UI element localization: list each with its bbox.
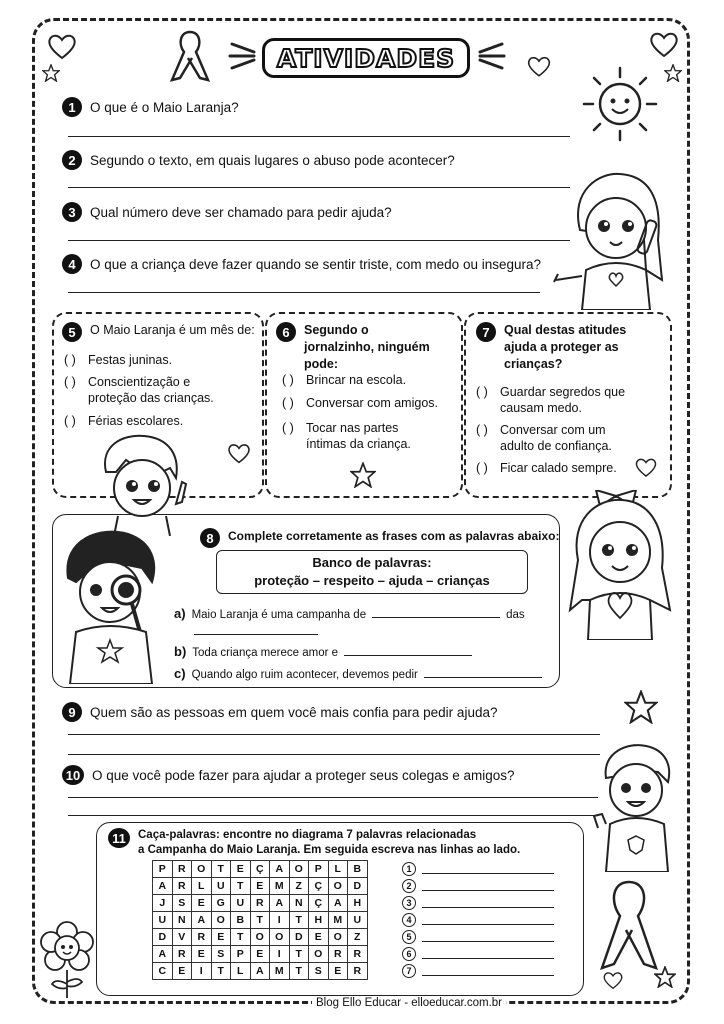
option-checkbox[interactable]: ( ): [64, 375, 76, 389]
option[interactable]: [282, 420, 452, 452]
option-checkbox[interactable]: ( ): [282, 373, 294, 387]
grid-cell[interactable]: I: [270, 946, 290, 963]
answer-line[interactable]: [68, 734, 600, 735]
grid-cell[interactable]: A: [270, 895, 290, 912]
grid-cell[interactable]: O: [309, 946, 329, 963]
question-4: [62, 254, 541, 274]
option-label: Conversar com amigos.: [306, 396, 438, 410]
word-bank-words: proteção – respeito – ajuda – crianças: [254, 573, 490, 588]
grid-cell[interactable]: Z: [289, 878, 309, 895]
question-number-badge: 9: [62, 702, 82, 722]
question-text: O que você pode fazer para ajudar a proteger seus colegas e amigos?: [92, 767, 515, 783]
blank-line[interactable]: [194, 624, 318, 635]
grid-cell[interactable]: B: [348, 861, 368, 878]
answer-line[interactable]: [68, 797, 598, 798]
grid-cell[interactable]: P: [231, 946, 251, 963]
grid-cell[interactable]: T: [231, 878, 251, 895]
boy-thumbs-up-illustration: [592, 742, 678, 872]
grid-cell[interactable]: R: [348, 946, 368, 963]
question-3: [62, 202, 392, 222]
grid-cell[interactable]: E: [231, 861, 251, 878]
question-11-header: [108, 828, 568, 858]
question-number-badge: 8: [200, 528, 220, 548]
grid-cell[interactable]: T: [211, 861, 231, 878]
option-checkbox[interactable]: ( ): [64, 353, 76, 367]
grid-cell[interactable]: M: [328, 912, 348, 929]
boy-waving-illustration: [92, 432, 196, 536]
option-label: Ficar calado sempre.: [500, 461, 617, 475]
question-text: Qual destas atitudes ajuda a proteger as crianças?: [504, 323, 627, 371]
word-search-grid[interactable]: [152, 860, 368, 980]
question-number-badge: 6: [276, 322, 296, 342]
sparkle-lines-right-icon: [476, 38, 506, 74]
sentence-a: [174, 606, 525, 621]
grid-cell[interactable]: S: [211, 946, 231, 963]
footer-credit: Blog Ello Educar - elloeducar.com.br: [312, 997, 506, 1009]
answer-number: 4: [402, 913, 416, 927]
grid-cell[interactable]: O: [250, 929, 270, 946]
grid-cell[interactable]: R: [172, 946, 192, 963]
answer-line[interactable]: [68, 136, 570, 137]
grid-cell[interactable]: N: [289, 895, 309, 912]
answer-line[interactable]: [422, 924, 554, 925]
smiling-sun-icon: [580, 64, 660, 144]
grid-cell[interactable]: J: [153, 895, 173, 912]
grid-cell[interactable]: A: [328, 895, 348, 912]
option-label: Brincar na escola.: [306, 373, 407, 387]
grid-cell[interactable]: V: [172, 929, 192, 946]
question-5-header: [62, 322, 262, 342]
grid-cell[interactable]: R: [348, 963, 368, 980]
grid-cell[interactable]: E: [309, 929, 329, 946]
blank-line[interactable]: [372, 607, 500, 618]
answer-line[interactable]: [422, 975, 554, 976]
question-text: O que é o Maio Laranja?: [90, 99, 239, 115]
grid-cell[interactable]: U: [231, 895, 251, 912]
grid-cell[interactable]: H: [348, 895, 368, 912]
grid-cell[interactable]: T: [211, 963, 231, 980]
grid-cell[interactable]: L: [328, 861, 348, 878]
sparkle-lines-left-icon: [228, 38, 258, 74]
grid-cell[interactable]: U: [348, 912, 368, 929]
grid-cell[interactable]: E: [211, 929, 231, 946]
grid-cell[interactable]: R: [192, 929, 212, 946]
grid-cell[interactable]: C: [153, 963, 173, 980]
grid-cell[interactable]: A: [153, 878, 173, 895]
answer-number: 7: [402, 964, 416, 978]
grid-cell[interactable]: E: [250, 946, 270, 963]
grid-cell[interactable]: L: [231, 963, 251, 980]
question-2: [62, 150, 455, 170]
grid-cell[interactable]: T: [289, 963, 309, 980]
answer-row[interactable]: [402, 862, 554, 876]
question-text: O que a criança deve fazer quando se sentir triste, com medo ou insegura?: [90, 256, 542, 272]
blank-line[interactable]: [424, 667, 542, 678]
grid-cell[interactable]: O: [328, 929, 348, 946]
grid-cell[interactable]: Ç: [309, 895, 329, 912]
question-text: Segundo o jornalzinho, ninguém pode:: [304, 323, 430, 371]
option-checkbox[interactable]: ( ): [282, 396, 294, 410]
awareness-ribbon-icon: [166, 28, 214, 84]
sentence-letter: a): [174, 606, 186, 621]
option-checkbox[interactable]: ( ): [476, 385, 488, 399]
answer-line[interactable]: [68, 292, 540, 293]
answer-line[interactable]: [68, 815, 598, 816]
boy-with-magnifier-illustration: [62, 528, 162, 684]
grid-cell[interactable]: R: [250, 895, 270, 912]
word-bank: [216, 550, 528, 594]
grid-cell[interactable]: R: [172, 878, 192, 895]
answer-number: 2: [402, 879, 416, 893]
answer-row[interactable]: [402, 930, 554, 944]
grid-cell[interactable]: O: [328, 878, 348, 895]
question-8-header: [200, 528, 560, 548]
option[interactable]: [476, 422, 666, 454]
option-label: Conversar com um adulto de confiança.: [500, 423, 612, 453]
question-text: Complete corretamente as frases com as palavras abaixo:: [228, 529, 560, 543]
grid-cell[interactable]: T: [289, 912, 309, 929]
answer-line[interactable]: [68, 187, 570, 188]
grid-cell[interactable]: O: [192, 861, 212, 878]
grid-cell[interactable]: Ç: [309, 878, 329, 895]
grid-cell[interactable]: A: [250, 963, 270, 980]
question-6-header: [276, 322, 456, 373]
question-text: Qual número deve ser chamado para pedir ajuda?: [90, 204, 392, 220]
option-label: Festas juninas.: [88, 353, 173, 367]
option-label: Conscientização e proteção das crianças.: [88, 375, 214, 405]
grid-cell[interactable]: E: [328, 963, 348, 980]
option-checkbox[interactable]: ( ): [64, 414, 76, 428]
sentence-letter: b): [174, 644, 187, 659]
answer-number: 5: [402, 930, 416, 944]
question-number-badge: 7: [476, 322, 496, 342]
grid-cell[interactable]: D: [289, 929, 309, 946]
grid-cell[interactable]: O: [289, 861, 309, 878]
grid-cell[interactable]: A: [153, 946, 173, 963]
grid-cell[interactable]: O: [270, 929, 290, 946]
word-bank-title: Banco de palavras:: [312, 555, 432, 570]
answer-line[interactable]: [422, 890, 554, 891]
answer-number: 3: [402, 896, 416, 910]
grid-cell[interactable]: U: [153, 912, 173, 929]
grid-row: [153, 963, 368, 980]
question-7-header: [476, 322, 666, 373]
question-number-badge: 2: [62, 150, 82, 170]
star-icon: [42, 64, 60, 82]
grid-cell[interactable]: M: [270, 878, 290, 895]
page-title: ATIVIDADES: [262, 38, 470, 78]
question-9: [62, 702, 497, 722]
grid-cell[interactable]: D: [348, 878, 368, 895]
heart-icon: [634, 456, 658, 478]
grid-row: [153, 929, 368, 946]
answer-line[interactable]: [68, 240, 570, 241]
grid-cell[interactable]: U: [211, 878, 231, 895]
question-10: [62, 765, 515, 785]
girl-with-bow-illustration: [566, 490, 676, 640]
question-1: [62, 97, 239, 117]
question-number-badge: 4: [62, 254, 82, 274]
grid-cell[interactable]: S: [309, 963, 329, 980]
grid-cell[interactable]: D: [153, 929, 173, 946]
answer-line[interactable]: [422, 873, 554, 874]
grid-cell[interactable]: L: [192, 878, 212, 895]
grid-cell[interactable]: T: [250, 912, 270, 929]
question-text: Caça-palavras: encontre no diagrama 7 palavras relacionadas: [138, 829, 477, 841]
answer-line[interactable]: [422, 907, 554, 908]
grid-cell[interactable]: R: [172, 861, 192, 878]
heart-icon: [602, 970, 624, 990]
sentence-text: Quando algo ruim acontecer, devemos pedir: [191, 669, 418, 681]
grid-cell[interactable]: A: [270, 861, 290, 878]
grid-row: [153, 912, 368, 929]
grid-cell[interactable]: E: [192, 895, 212, 912]
option[interactable]: [476, 384, 666, 416]
option-label: Guardar segredos que causam medo.: [500, 385, 626, 415]
answer-row[interactable]: [402, 964, 554, 978]
option[interactable]: [64, 352, 254, 368]
heart-icon: [226, 442, 252, 464]
answer-line[interactable]: [422, 958, 554, 959]
grid-cell[interactable]: N: [172, 912, 192, 929]
question-number-badge: 3: [62, 202, 82, 222]
heart-icon: [526, 54, 552, 78]
answer-row[interactable]: [402, 947, 554, 961]
grid-cell[interactable]: O: [211, 912, 231, 929]
grid-cell[interactable]: S: [172, 895, 192, 912]
option-label: Férias escolares.: [88, 414, 184, 428]
answer-row[interactable]: [402, 913, 554, 927]
star-icon: [654, 966, 676, 988]
grid-cell[interactable]: T: [231, 929, 251, 946]
answer-row[interactable]: [402, 896, 554, 910]
grid-cell[interactable]: E: [250, 878, 270, 895]
grid-cell[interactable]: G: [211, 895, 231, 912]
grid-row: [153, 895, 368, 912]
option-checkbox[interactable]: ( ): [282, 421, 294, 435]
grid-cell[interactable]: Z: [348, 929, 368, 946]
grid-cell[interactable]: P: [309, 861, 329, 878]
star-icon: [624, 690, 658, 724]
question-text: a Campanha do Maio Laranja. Em seguida escreva nas linhas ao lado.: [138, 844, 521, 856]
option-checkbox[interactable]: ( ): [476, 461, 488, 475]
grid-cell[interactable]: Ç: [250, 861, 270, 878]
option[interactable]: [282, 372, 452, 388]
answer-line[interactable]: [422, 941, 554, 942]
question-text: Quem são as pessoas em quem você mais confia para pedir ajuda?: [90, 704, 498, 720]
grid-cell[interactable]: P: [153, 861, 173, 878]
heart-icon: [46, 32, 78, 60]
smiling-flower-icon: [38, 920, 96, 1000]
grid-cell[interactable]: I: [192, 963, 212, 980]
answer-row[interactable]: [402, 879, 554, 893]
star-icon: [350, 462, 376, 488]
grid-row: [153, 878, 368, 895]
option-label: Tocar nas partes íntimas da criança.: [306, 421, 411, 451]
option[interactable]: [64, 413, 254, 429]
grid-cell[interactable]: A: [192, 912, 212, 929]
awareness-ribbon-icon: [596, 876, 662, 976]
question-number-badge: 10: [62, 765, 84, 785]
grid-cell[interactable]: E: [172, 963, 192, 980]
grid-row: [153, 946, 368, 963]
option[interactable]: [282, 395, 452, 411]
heart-icon: [648, 30, 680, 58]
grid-row: [153, 861, 368, 878]
grid-cell[interactable]: E: [192, 946, 212, 963]
sentence-text: Maio Laranja é uma campanha de: [191, 609, 367, 621]
sentence-text: das: [506, 609, 525, 621]
grid-cell[interactable]: H: [309, 912, 329, 929]
answer-number: 6: [402, 947, 416, 961]
question-text: O Maio Laranja é um mês de:: [90, 323, 255, 337]
grid-cell[interactable]: R: [328, 946, 348, 963]
star-icon: [664, 64, 682, 82]
question-text: Segundo o texto, em quais lugares o abuso pode acontecer?: [90, 152, 455, 168]
question-number-badge: 11: [108, 828, 130, 848]
sentence-b: [174, 644, 472, 659]
sentence-letter: c): [174, 666, 186, 681]
question-number-badge: 5: [62, 322, 82, 342]
grid-cell[interactable]: B: [231, 912, 251, 929]
option[interactable]: [64, 374, 254, 406]
answer-number: 1: [402, 862, 416, 876]
grid-cell[interactable]: I: [270, 912, 290, 929]
sentence-text: Toda criança merece amor e: [192, 647, 339, 659]
answer-line[interactable]: [68, 754, 600, 755]
grid-cell[interactable]: M: [270, 963, 290, 980]
option-checkbox[interactable]: ( ): [476, 423, 488, 437]
sentence-c: [174, 666, 542, 681]
question-number-badge: 1: [62, 97, 82, 117]
blank-line[interactable]: [344, 645, 472, 656]
grid-cell[interactable]: T: [289, 946, 309, 963]
